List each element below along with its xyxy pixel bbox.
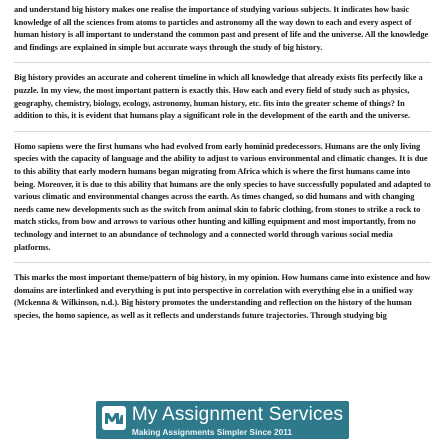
paragraph-4: This marks the most important theme/pattern of big history, in my opinion. How humans came into existence and how domains are interlinked and everything is put into perspective in correlation with everything else in a unified way (Mckenna & Wilkinson, n.d.). Big history promotes the understanding and reflection on the history of the human species, the homo sapience, as well as it reflects and understands future trajectories. Through studying big: [14, 273, 431, 320]
brand-name: My Assignment Services: [131, 404, 344, 425]
paragraph-3: Homo sapiens were the first humans who had evolved from early hominid predecessors. Humans are the only living species with the capacity of language and the ability to adjust to various environmental and climatic changes. It is due to this ability that early modern humans began migrating from Africa which is where the first humans came into being. Moreover, it is due to this ability that humans are the only species to have successfully populated and adapted to various climatic and environmental changes across the earth. As times changed, so did humans and with changing needs came new developments such as the switch from animal skin to fabric clothing, from stones to strike a rock to match sticks, from bow and arrows to various other hunting and killing equipment and most importantly, from no technology and internet to an abundance of technology and a connected world through various social media platforms.: [14, 141, 431, 263]
paragraph-1: and understand big history makes one realise the importance of studying various subjects. It indicates how basic knowledge of all the sciences from atoms to particles and astronomy all the way down to each and every aspect of human history is all important to understand the common past and present of life and the universe. All the knowledge and findings are explained in simple but accurate ways through the study of big history.: [14, 4, 431, 63]
brand-watermark: [0, 399, 445, 445]
brand-tagline: Making Assignments Simpler Since 2011: [131, 427, 292, 437]
ma-logo-glyph: [104, 411, 124, 425]
brand-banner: [96, 401, 349, 439]
ma-logo-icon: [102, 406, 126, 430]
paragraph-2: Big history provides an accurate and coherent timeline in which all knowledge that already exists fits perfectly like a puzzle. In my view, the most important pattern is exactly this. How each and every field of study such as physics, geography, chemistry, biology, ecology, astronomy, human history, etc. fits into the greater scheme of things? In addition to this, it is evident that humans play a significant role in the development of the earth and the universe.: [14, 72, 431, 131]
brand-text: [132, 404, 343, 437]
